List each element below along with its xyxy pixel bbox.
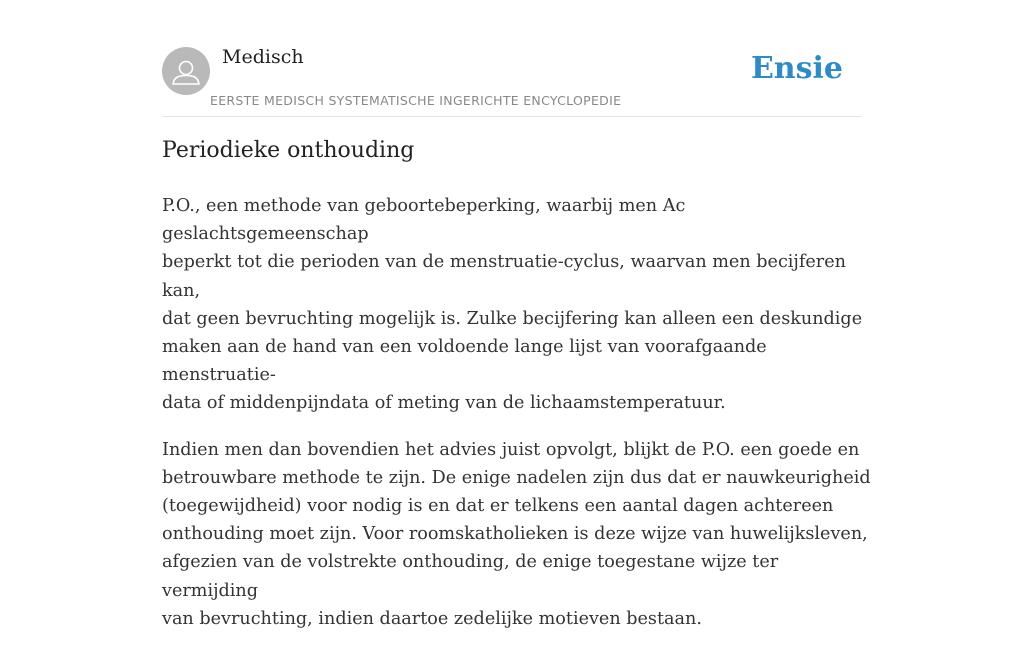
author-name[interactable]: Medisch — [222, 46, 304, 68]
brand-logo[interactable]: Ensie — [750, 51, 843, 86]
author-subtitle: EERSTE MEDISCH SYSTEMATISCHE INGERICHTE ENCYCLOPEDIE — [210, 93, 622, 108]
header — [162, 0, 862, 117]
article-title: Periodieke onthouding — [162, 138, 415, 163]
article-paragraph: P.O., een methode van geboortebeperking, waarbij men Ac geslachtsgemeenschap beperkt tot die perioden van de menstruatie-cyclus, waarvan men becijferen kan, dat geen bevruchting mogelijk is. Zulke becijfering kan alleen een deskundige maken aan de hand van een voldoende lange lijst van voorafgaande menstruatie- data of middenpijndata of meting van de lichaamstemperatuur. — [162, 196, 863, 414]
user-silhouette-icon — [162, 47, 210, 95]
avatar[interactable] — [162, 47, 210, 95]
article-paragraph: Indien men dan bovendien het advies juist opvolgt, blijkt de P.O. een goede en betrouwbare methode te zijn. De enige nadelen zijn dus dat er nauwkeurigheid (toegewijdheid) voor nodig is en dat er telkens een aantal dagen achtereen onthouding moet zijn. Voor roomskatholieken is deze wijze van huwelijksleven, afgezien van de volstrekte onthouding, de enige toegestane wijze ter vermijding van bevruchting, indien daartoe zedelijke motieven bestaan. — [162, 439, 871, 629]
article-body — [162, 192, 872, 651]
